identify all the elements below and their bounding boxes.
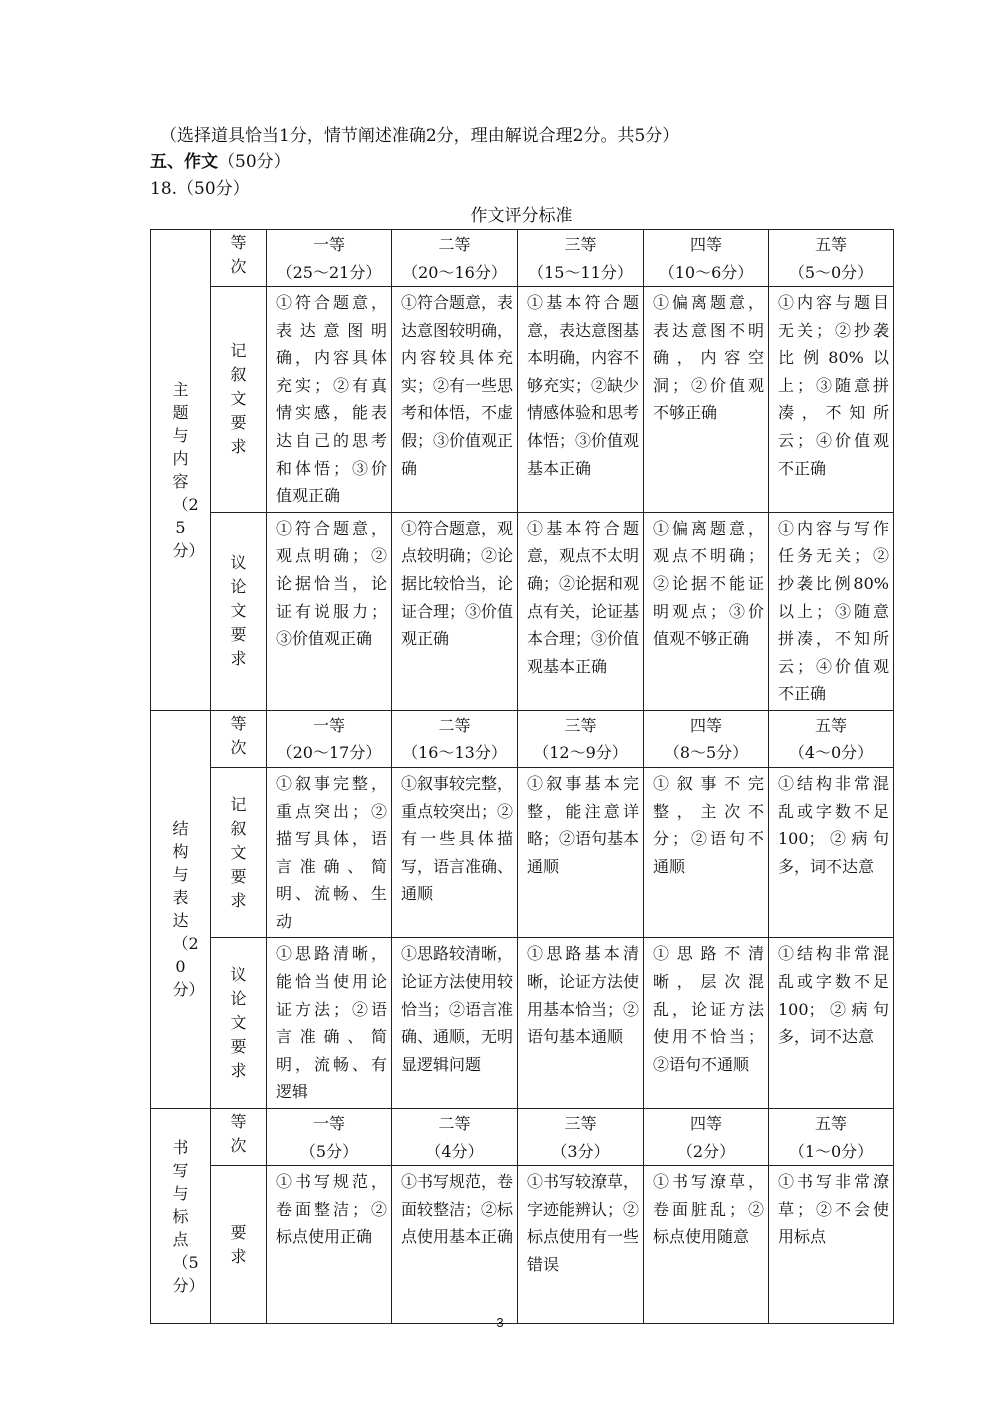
grade-header: 五等 （4～0分） bbox=[769, 710, 894, 767]
row-label: 记叙文要求 bbox=[211, 287, 267, 513]
table-row bbox=[151, 1166, 894, 1324]
criteria-cell: ①书写非常潦草；②不会使用标点 bbox=[769, 1166, 894, 1324]
table-row bbox=[151, 938, 894, 1109]
grade-header: 一等 （5分） bbox=[267, 1109, 392, 1166]
criteria-cell: ①符合题意，表达意图明确，内容具体充实；②有真情实感，能表达自己的思考和体悟；③价值观正确 bbox=[267, 287, 392, 513]
grade-header: 四等 （2分） bbox=[644, 1109, 769, 1166]
grade-header: 三等 （3分） bbox=[518, 1109, 644, 1166]
section-label: 主题与内容（25分） bbox=[151, 230, 211, 711]
grade-label: 等次 bbox=[211, 1109, 267, 1166]
criteria-cell: ①书写规范，卷面较整洁；②标点使用基本正确 bbox=[392, 1166, 518, 1324]
criteria-cell: ①叙事基本完整，能注意详略；②语句基本通顺 bbox=[518, 767, 644, 938]
criteria-cell: ①叙事不完整，主次不分；②语句不通顺 bbox=[644, 767, 769, 938]
grade-header: 二等 （20～16分） bbox=[392, 230, 518, 287]
criteria-cell: ①书写较潦草，字迹能辨认；②标点使用有一些错误 bbox=[518, 1166, 644, 1324]
grade-header: 五等 （5～0分） bbox=[769, 230, 894, 287]
criteria-cell: ①叙事较完整，重点较突出；②有一些具体描写，语言准确、通顺 bbox=[392, 767, 518, 938]
row-label: 议论文要求 bbox=[211, 938, 267, 1109]
table-row bbox=[151, 230, 894, 287]
criteria-cell: ①基本符合题意，表达意图基本明确，内容不够充实；②缺少情感体验和思考体悟；③价值观基本正确 bbox=[518, 287, 644, 513]
table-caption: 作文评分标准 bbox=[470, 206, 573, 226]
criteria-cell: ①结构非常混乱或字数不足100；②病句多，词不达意 bbox=[769, 767, 894, 938]
grade-header: 一等 （25～21分） bbox=[267, 230, 392, 287]
section-points: （50分） bbox=[218, 152, 291, 172]
criteria-cell: ①符合题意，表达意图较明确，内容较具体充实；②有一些思考和体悟，不虚假；③价值观正确 bbox=[392, 287, 518, 513]
table-row bbox=[151, 287, 894, 513]
row-label: 要求 bbox=[211, 1166, 267, 1324]
section-label: 结构与表达（20分） bbox=[151, 710, 211, 1108]
criteria-cell: ①符合题意，观点明确；②论据恰当，论证有说服力；③价值观正确 bbox=[267, 512, 392, 710]
grade-label: 等次 bbox=[211, 230, 267, 287]
criteria-cell: ①思路较清晰，论证方法使用较恰当；②语言准确、通顺，无明显逻辑问题 bbox=[392, 938, 518, 1109]
row-label: 议论文要求 bbox=[211, 512, 267, 710]
grade-header: 四等 （8～5分） bbox=[644, 710, 769, 767]
table-row bbox=[151, 710, 894, 767]
table-row bbox=[151, 767, 894, 938]
criteria-cell: ①偏离题意，观点不明确；②论据不能证明观点；③价值观不够正确 bbox=[644, 512, 769, 710]
criteria-cell: ①叙事完整，重点突出；②描写具体，语言准确、简明、流畅、生动 bbox=[267, 767, 392, 938]
criteria-cell: ①思路不清晰，层次混乱，论证方法使用不恰当；②语句不通顺 bbox=[644, 938, 769, 1109]
criteria-cell: ①思路基本清晰，论证方法使用基本恰当；②语句基本通顺 bbox=[518, 938, 644, 1109]
grade-header: 四等 （10～6分） bbox=[644, 230, 769, 287]
criteria-cell: ①内容与写作任务无关；②抄袭比例80%以上；③随意拼凑，不知所云；④价值观不正确 bbox=[769, 512, 894, 710]
criteria-cell: ①书写规范，卷面整洁；②标点使用正确 bbox=[267, 1166, 392, 1324]
grade-header: 三等 （15～11分） bbox=[518, 230, 644, 287]
grade-header: 二等 （4分） bbox=[392, 1109, 518, 1166]
section-title: 五、作文 bbox=[150, 152, 218, 172]
scoring-note: （选择道具恰当1分，情节阐述准确2分，理由解说合理2分。共5分） bbox=[160, 126, 680, 146]
criteria-cell: ①偏离题意，表达意图不明确，内容空洞；②价值观不够正确 bbox=[644, 287, 769, 513]
grade-header: 二等 （16～13分） bbox=[392, 710, 518, 767]
row-label: 记叙文要求 bbox=[211, 767, 267, 938]
criteria-cell: ①基本符合题意，观点不太明确；②论据和观点有关，论证基本合理；③价值观基本正确 bbox=[518, 512, 644, 710]
criteria-cell: ①内容与题目无关；②抄袭比例80%以上；③随意拼凑，不知所云；④价值观不正确 bbox=[769, 287, 894, 513]
grade-header: 一等 （20～17分） bbox=[267, 710, 392, 767]
criteria-cell: ①思路清晰，能恰当使用论证方法；②语言准确、简明，流畅、有逻辑 bbox=[267, 938, 392, 1109]
grade-header: 三等 （12～9分） bbox=[518, 710, 644, 767]
section-heading bbox=[150, 150, 291, 174]
essay-rubric-table bbox=[150, 229, 894, 1324]
table-row bbox=[151, 1109, 894, 1166]
section-label: 书写与标点（5分） bbox=[151, 1109, 211, 1324]
grade-label: 等次 bbox=[211, 710, 267, 767]
table-row bbox=[151, 512, 894, 710]
criteria-cell: ①符合题意，观点较明确；②论据比较恰当，论证合理；③价值观正确 bbox=[392, 512, 518, 710]
grade-header: 五等 （1～0分） bbox=[769, 1109, 894, 1166]
criteria-cell: ①结构非常混乱或字数不足100；②病句多，词不达意 bbox=[769, 938, 894, 1109]
page-number: 3 bbox=[496, 1315, 504, 1330]
question-number: 18.（50分） bbox=[150, 179, 250, 199]
criteria-cell: ①书写潦草，卷面脏乱；②标点使用随意 bbox=[644, 1166, 769, 1324]
